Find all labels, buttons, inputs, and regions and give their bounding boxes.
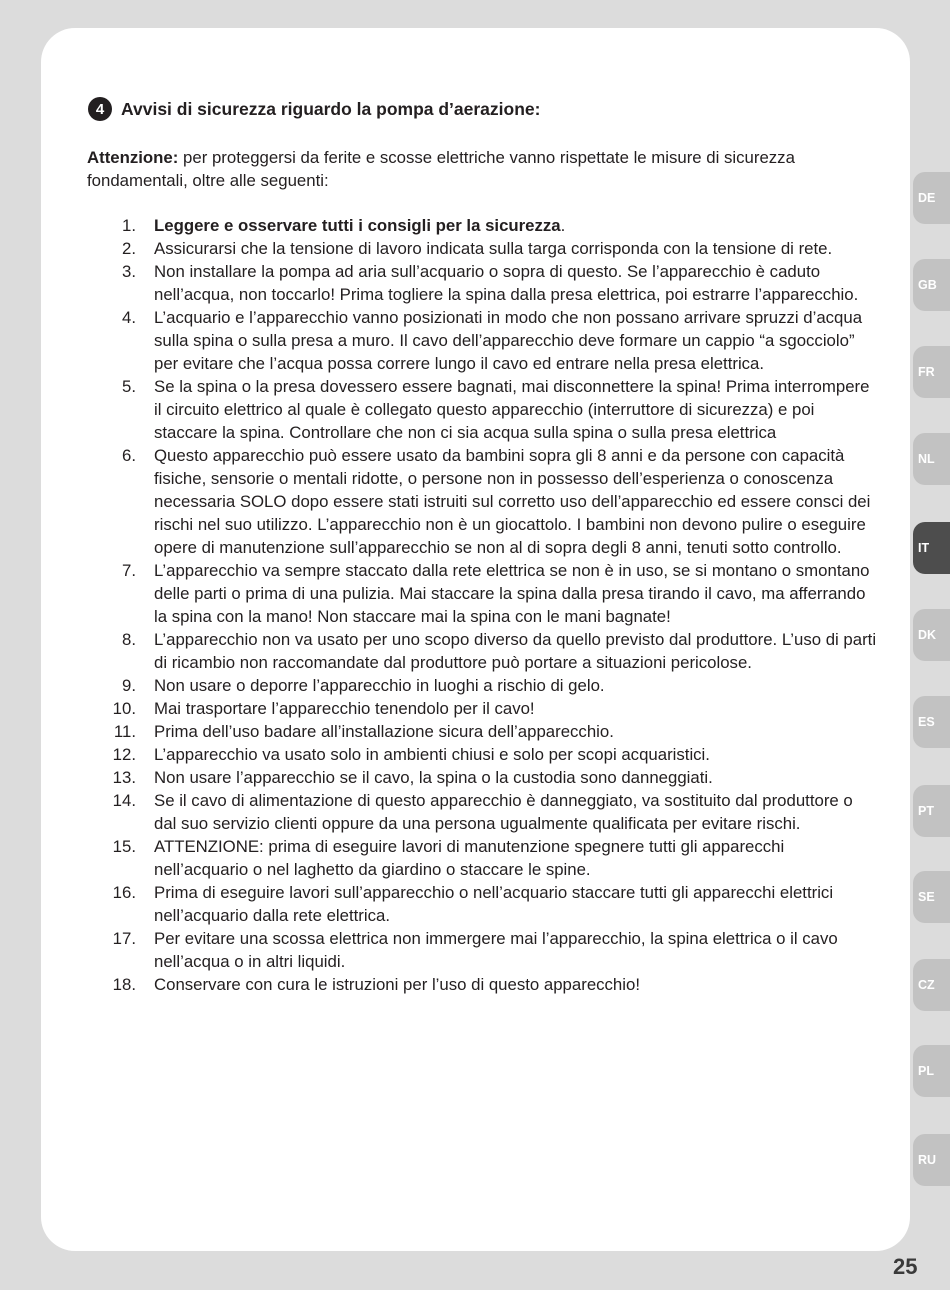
list-item: [87, 559, 877, 628]
list-item-number: 11.: [113, 722, 136, 741]
list-item: [87, 628, 877, 674]
list-item-text: [154, 697, 877, 720]
list-item: [87, 766, 877, 789]
list-item-body: L’apparecchio va usato solo in ambienti chiusi e solo per scopi acquaristici.: [154, 745, 710, 764]
list-item-body: Se la spina o la presa dovessero essere bagnati, mai disconnettere la spina! Prima interrompere il circuito elettrico al quale è collegato questo apparecchio (interruttore di sicurezza) e poi staccare la spina. Controllare che non ci sia acqua sulla spina o sulla presa elettrica: [154, 377, 870, 442]
list-item-number: 4.: [122, 308, 136, 327]
list-item-number: 12.: [112, 745, 136, 764]
list-item-text: [154, 628, 877, 674]
list-item-bold-text: Leggere e osservare tutti i consigli per la sicurezza: [154, 216, 561, 235]
list-item-body: Prima dell’uso badare all’installazione sicura dell’apparecchio.: [154, 722, 614, 741]
list-item-number: 7.: [122, 561, 136, 580]
language-tab-se[interactable]: SE: [913, 871, 950, 923]
list-item-number: 9.: [122, 676, 136, 695]
language-tab-cz[interactable]: CZ: [913, 959, 950, 1011]
list-item: [87, 743, 877, 766]
list-item: [87, 835, 877, 881]
list-item-text: [154, 444, 877, 559]
language-tab-dk[interactable]: DK: [913, 609, 950, 661]
language-tab-gb[interactable]: GB: [913, 259, 950, 311]
list-item: [87, 674, 877, 697]
language-tab-de[interactable]: DE: [913, 172, 950, 224]
list-item: [87, 881, 877, 927]
list-item-text: [154, 789, 877, 835]
list-item-text: [154, 260, 877, 306]
intro-text: per proteggersi da ferite e scosse elettriche vanno rispettate le misure di sicurezza fondamentali, oltre alle seguenti:: [87, 148, 795, 190]
list-item-text: [154, 743, 877, 766]
list-item-text: [154, 237, 877, 260]
list-item-number: 3.: [122, 262, 136, 281]
list-item-text: [154, 214, 877, 237]
list-item-body: Mai trasportare l’apparecchio tenendolo per il cavo!: [154, 699, 535, 718]
language-tab-it[interactable]: IT: [913, 522, 950, 574]
list-item-text: [154, 375, 877, 444]
list-item-number: 18.: [112, 975, 136, 994]
intro-label: Attenzione:: [87, 148, 179, 167]
list-item-body: L’apparecchio non va usato per uno scopo diverso da quello previsto dal produttore. L’uso di parti di ricambio non raccomandate dal produttore può portare a situazioni pericolose.: [154, 630, 877, 672]
list-item: [87, 237, 877, 260]
list-item-text: [154, 674, 877, 697]
list-item-text: [154, 927, 877, 973]
page-number: 25: [893, 1254, 918, 1279]
safety-rules-list: [87, 214, 877, 996]
list-item-text: [154, 720, 877, 743]
language-tab-nl[interactable]: NL: [913, 433, 950, 485]
list-item-text: [154, 835, 877, 881]
list-item-number: 6.: [122, 446, 136, 465]
list-item-text: [154, 973, 877, 996]
list-item-number: 5.: [122, 377, 136, 396]
list-item-body: Per evitare una scossa elettrica non immergere mai l’apparecchio, la spina elettrica o il cavo nell’acqua o in altri liquidi.: [154, 929, 838, 971]
language-tab-pl[interactable]: PL: [913, 1045, 950, 1097]
list-item-body: Non installare la pompa ad aria sull’acquario o sopra di questo. Se l’apparecchio è caduto nell’acqua, non toccarlo! Prima togliere la spina dalla presa elettrica, poi estrarre l’apparecchio.: [154, 262, 859, 304]
list-item-body: Non usare o deporre l’apparecchio in luoghi a rischio di gelo.: [154, 676, 605, 695]
list-item-text: [154, 881, 877, 927]
list-item-text: [154, 559, 877, 628]
list-item: [87, 306, 877, 375]
section-heading: [88, 97, 540, 121]
intro-paragraph: [87, 146, 877, 192]
list-item: [87, 214, 877, 237]
list-item-text: [154, 766, 877, 789]
list-item-text: [154, 306, 877, 375]
list-item: [87, 697, 877, 720]
list-item-number: 13.: [112, 768, 136, 787]
language-tab-fr[interactable]: FR: [913, 346, 950, 398]
list-item-number: 8.: [122, 630, 136, 649]
section-title: Avvisi di sicurezza riguardo la pompa d’aerazione:: [121, 98, 541, 119]
list-item: [87, 375, 877, 444]
list-item: [87, 973, 877, 996]
step-number-badge: 4: [88, 97, 112, 121]
list-item-body: L’acquario e l’apparecchio vanno posizionati in modo che non possano arrivare spruzzi d’acqua sulla spina o sulla presa a muro. Il cavo dell’apparecchio deve formare un cappio “a sgocciolo” per evitare che l’acqua possa correre lungo il cavo ed entrare nella presa elettrica.: [154, 308, 863, 373]
language-tab-ru[interactable]: RU: [913, 1134, 950, 1186]
list-item-body: Questo apparecchio può essere usato da bambini sopra gli 8 anni e da persone con capacità fisiche, sensorie o mentali ridotte, o persone non in possesso dell’esperienza o conoscenza necessaria SOLO dopo essere stati istruiti sul corretto uso dell’apparecchio ed essere consci dei rischi nel suo utilizzo. L’apparecchio non è un giocattolo. I bambini non devono pulire o eseguire opere di manutenzione sull’apparecchio se non al di sopra degli 8 anni, tenuti sotto controllo.: [154, 446, 871, 557]
list-item: [87, 789, 877, 835]
list-item-body: Non usare l’apparecchio se il cavo, la spina o la custodia sono danneggiati.: [154, 768, 713, 787]
list-item-body: L’apparecchio va sempre staccato dalla rete elettrica se non è in uso, se si montano o smontano delle parti o prima di una pulizia. Mai staccare la spina dalla presa tirando il cavo, ma afferrando la spina con la mano! Non staccare mai la spina con le mani bagnate!: [154, 561, 870, 626]
list-item-number: 1.: [122, 216, 136, 235]
list-item: [87, 720, 877, 743]
list-item-number: 17.: [112, 929, 136, 948]
list-item-number: 15.: [112, 837, 136, 856]
list-item-number: 16.: [112, 883, 136, 902]
list-item-body: ATTENZIONE: prima di eseguire lavori di manutenzione spegnere tutti gli apparecchi nell’acquario o nel laghetto da giardino o staccare le spine.: [154, 837, 785, 879]
list-item-body: Conservare con cura le istruzioni per l’uso di questo apparecchio!: [154, 975, 640, 994]
list-item-number: 10.: [112, 699, 136, 718]
list-item: [87, 927, 877, 973]
list-item-body: Assicurarsi che la tensione di lavoro indicata sulla targa corrisponda con la tensione di rete.: [154, 239, 833, 258]
list-item-body: .: [560, 216, 566, 235]
list-item-number: 2.: [122, 239, 136, 258]
language-tab-es[interactable]: ES: [913, 696, 950, 748]
list-item-number: 14.: [112, 791, 136, 810]
list-item-body: Se il cavo di alimentazione di questo apparecchio è danneggiato, va sostituito dal produttore o dal suo servizio clienti oppure da una persona ugualmente qualificata per evitare rischi.: [154, 791, 853, 833]
list-item: [87, 444, 877, 559]
language-tab-pt[interactable]: PT: [913, 785, 950, 837]
list-item: [87, 260, 877, 306]
list-item-body: Prima di eseguire lavori sull’apparecchio o nell’acquario staccare tutti gli apparecchi elettrici nell’acquario dalla rete elettrica.: [154, 883, 834, 925]
